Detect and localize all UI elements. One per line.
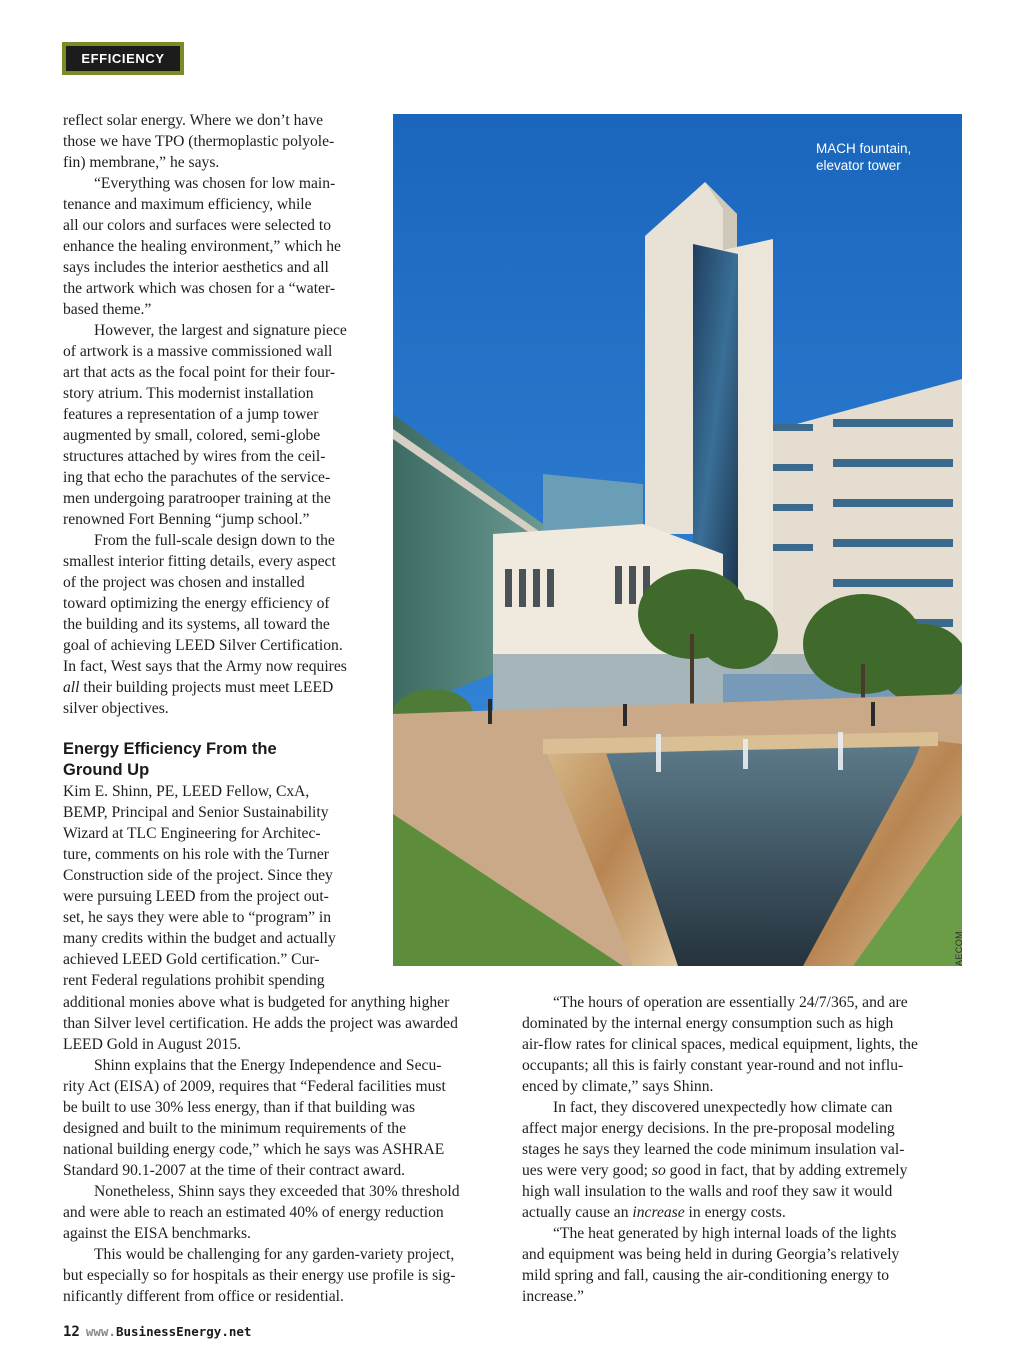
emphasis: increase (632, 1204, 685, 1221)
paragraph: However, the largest and signature piece of artwork is a massive commissioned wall art that acts as the focal point for their four- story atrium. This modernist installation features a representation of a jump tower augmented by small, colored, semi-globe structures attached by wires from the ceil- ing that echo the parachutes of the service- men undergoing paratrooper training at the renowned Fort Benning “jump school.” (63, 322, 347, 528)
paragraph: additional monies above what is budgeted for anything higher than Silver level certification. He adds the project was awarded LEED Gold in August 2015. (63, 994, 458, 1053)
article-column-top (63, 110, 381, 719)
photo-caption: MACH fountain, elevator tower (816, 141, 912, 173)
emphasis: all (63, 679, 80, 696)
page-footer (63, 1324, 251, 1340)
footer-url-suffix: .net (221, 1324, 252, 1339)
photo-credit: AECOM (954, 930, 964, 966)
paragraph: “Everything was chosen for low main- tenance and maximum efficiency, while all our colors and surfaces were selected to enhance the healing environment,” which he says includes the interior aesthetics and all the artwork which was chosen for a “water- based theme.” (63, 175, 341, 318)
paragraph: Nonetheless, Shinn says they exceeded that 30% threshold and were able to reach an estimated 40% of energy reduction against the EISA benchmarks. (63, 1183, 460, 1242)
section-badge (62, 42, 184, 75)
paragraph: “The hours of operation are essentially 24/7/365, and are dominated by the internal energy consumption such as high air-flow rates for clinical spaces, medical equipment, lights, the occupants; all this is fairly constant year-round and not influ- enced by climate,” says Shinn. (522, 994, 918, 1095)
section-label: EFFICIENCY (66, 46, 180, 71)
article-column-bottom-left (63, 992, 503, 1307)
paragraph: In fact, they discovered unexpectedly how climate can affect major energy decisions. In the pre-proposal modeling stages he says they learned the code minimum insulation val- ues were very good; so good in fact, that by adding extremely high wall insulation to the walls and roof they saw it would actually cause an increase in energy costs. (522, 1099, 908, 1221)
paragraph: Shinn explains that the Energy Independence and Secu- rity Act (EISA) of 2009, requires that “Federal facilities must be built to use 30% less energy, than if that building was designed and built to the minimum requirements of the national building energy code,” which he says was ASHRAE Standard 90.1-2007 at the time of their contract award. (63, 1057, 446, 1179)
tower-glass (693, 244, 738, 594)
article-column-mid (63, 739, 381, 991)
paragraph: Kim E. Shinn, PE, LEED Fellow, CxA, BEMP, Principal and Senior Sustainability Wizard at TLC Engineering for Architec- ture, comments on his role with the Turner Construction side of the project. Since they were pursuing LEED from the project out- set, he says they were able to “program” in many credits within the budget and actually achieved LEED Gold certification.” Cur- rent Federal regulations prohibit spending (63, 783, 336, 989)
section-subhead: Energy Efficiency From the Ground Up (63, 740, 277, 779)
photo-illustration (393, 114, 962, 966)
paragraph: This would be challenging for any garden-variety project, but especially so for hospitals as their energy use profile is sig- nificantly different from office or residential. (63, 1246, 456, 1305)
paragraph: “The heat generated by high internal loads of the lights and equipment was being held in during Georgia’s relatively mild spring and fall, causing the air-conditioning energy to increase.” (522, 1225, 900, 1305)
building-and-fountain-photo (393, 114, 962, 966)
page-number: 12 (63, 1324, 80, 1340)
paragraph: From the full-scale design down to the smallest interior fitting details, every aspect of the project was chosen and installed toward optimizing the energy efficiency of the building and its systems, all toward the goal of achieving LEED Silver Certification. In fact, West says that the Army now requires all their building projects must meet LEED silver objectives. (63, 532, 347, 717)
footer-url-prefix: www. (85, 1324, 116, 1339)
article-column-bottom-right (522, 992, 962, 1307)
emphasis: so (651, 1162, 666, 1179)
paragraph: reflect solar energy. Where we don’t have those we have TPO (thermoplastic polyole- fin) membrane,” he says. (63, 112, 335, 171)
footer-site-name: BusinessEnergy (115, 1324, 222, 1339)
